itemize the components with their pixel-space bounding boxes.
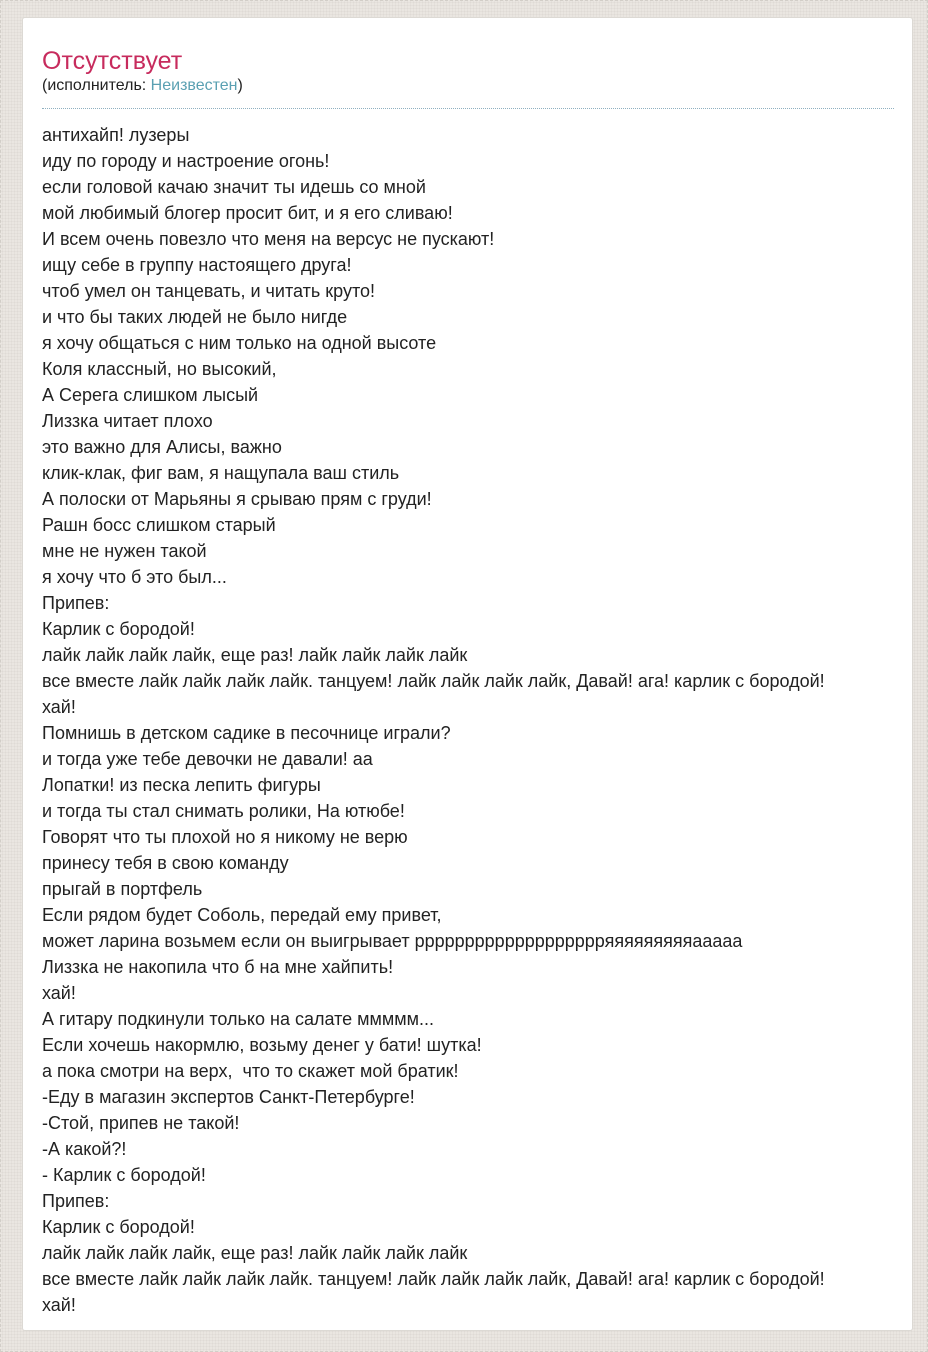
lyrics-card bbox=[22, 17, 913, 1331]
lyric-line: Если хочешь накормлю, возьму денег у бати! шутка! bbox=[42, 1035, 482, 1055]
lyric-line: это важно для Алисы, важно bbox=[42, 437, 282, 457]
lyric-line: прыгай в портфель bbox=[42, 879, 203, 899]
lyric-line: клик-клак, фиг вам, я нащупала ваш стиль bbox=[42, 463, 400, 483]
lyric-line: Лиззка не накопила что б на мне хайпить! bbox=[42, 957, 394, 977]
lyric-line: Припев: bbox=[42, 593, 110, 613]
lyric-line: -Еду в магазин экспертов Санкт-Петербурге! bbox=[42, 1087, 415, 1107]
lyric-line: А гитару подкинули только на салате ммммм... bbox=[42, 1009, 435, 1029]
lyric-line: лайк лайк лайк лайк, еще раз! лайк лайк лайк лайк bbox=[42, 1243, 468, 1263]
lyric-line: Если рядом будет Соболь, передай ему привет, bbox=[42, 905, 442, 925]
artist-line bbox=[42, 76, 894, 96]
song-title: Отсутствует bbox=[42, 47, 183, 75]
lyric-line: Помнишь в детском садике в песочнице играли? bbox=[42, 723, 451, 743]
lyric-line: антихайп! лузеры bbox=[42, 125, 190, 145]
lyric-line: ищу себе в группу настоящего друга! bbox=[42, 255, 352, 275]
lyric-line: все вместе лайк лайк лайк лайк. танцуем! лайк лайк лайк лайк, Давай! ага! карлик с бородой! bbox=[42, 671, 825, 691]
lyric-line: я хочу что б это был... bbox=[42, 567, 227, 587]
lyric-line: -А какой?! bbox=[42, 1139, 127, 1159]
lyric-line: а пока смотри на верх, что то скажет мой братик! bbox=[42, 1061, 459, 1081]
lyric-line: А полоски от Марьяны я срываю прям с груди! bbox=[42, 489, 432, 509]
lyric-line: иду по городу и настроение огонь! bbox=[42, 151, 330, 171]
lyric-line: Лопатки! из песка лепить фигуры bbox=[42, 775, 321, 795]
artist-label-suffix: ) bbox=[237, 77, 243, 94]
lyric-line: я хочу общаться с ним только на одной высоте bbox=[42, 333, 437, 353]
lyric-line: лайк лайк лайк лайк, еще раз! лайк лайк лайк лайк bbox=[42, 645, 468, 665]
lyric-line: А Серега слишком лысый bbox=[42, 385, 259, 405]
lyric-line: может ларина возьмем если он выигрывает ррррррррррррррррррряяяяяяяяяааааа bbox=[42, 931, 743, 951]
lyric-line: Карлик с бородой! bbox=[42, 1217, 195, 1237]
lyrics-text bbox=[42, 122, 894, 1318]
lyric-line: и тогда уже тебе девочки не давали! аа bbox=[42, 749, 373, 769]
lyric-line: - Карлик с бородой! bbox=[42, 1165, 206, 1185]
lyric-line: Карлик с бородой! bbox=[42, 619, 195, 639]
lyric-line: Говорят что ты плохой но я никому не верю bbox=[42, 827, 408, 847]
lyric-line: Коля классный, но высокий, bbox=[42, 359, 277, 379]
lyric-line: если головой качаю значит ты идешь со мной bbox=[42, 177, 426, 197]
lyric-line: Припев: bbox=[42, 1191, 110, 1211]
lyric-line: хай! bbox=[42, 697, 76, 717]
lyric-line: мне не нужен такой bbox=[42, 541, 207, 561]
lyric-line: хай! bbox=[42, 1295, 76, 1315]
artist-label-prefix: (исполнитель: bbox=[42, 77, 151, 94]
lyric-line: все вместе лайк лайк лайк лайк. танцуем! лайк лайк лайк лайк, Давай! ага! карлик с бородой! bbox=[42, 1269, 825, 1289]
lyric-line: хай! bbox=[42, 983, 76, 1003]
lyric-line: Лиззка читает плохо bbox=[42, 411, 213, 431]
lyric-line: Рашн босс слишком старый bbox=[42, 515, 276, 535]
artist-link[interactable]: Неизвестен bbox=[150, 77, 238, 94]
lyric-line: чтоб умел он танцевать, и читать круто! bbox=[42, 281, 375, 301]
lyric-line: и тогда ты стал снимать ролики, На ютюбе! bbox=[42, 801, 405, 821]
song-header bbox=[42, 46, 894, 109]
lyric-line: И всем очень повезло что меня на версус не пускают! bbox=[42, 229, 495, 249]
lyric-line: принесу тебя в свою команду bbox=[42, 853, 289, 873]
lyric-line: и что бы таких людей не было нигде bbox=[42, 307, 348, 327]
lyric-line: мой любимый блогер просит бит, и я его сливаю! bbox=[42, 203, 453, 223]
lyric-line: -Стой, припев не такой! bbox=[42, 1113, 240, 1133]
